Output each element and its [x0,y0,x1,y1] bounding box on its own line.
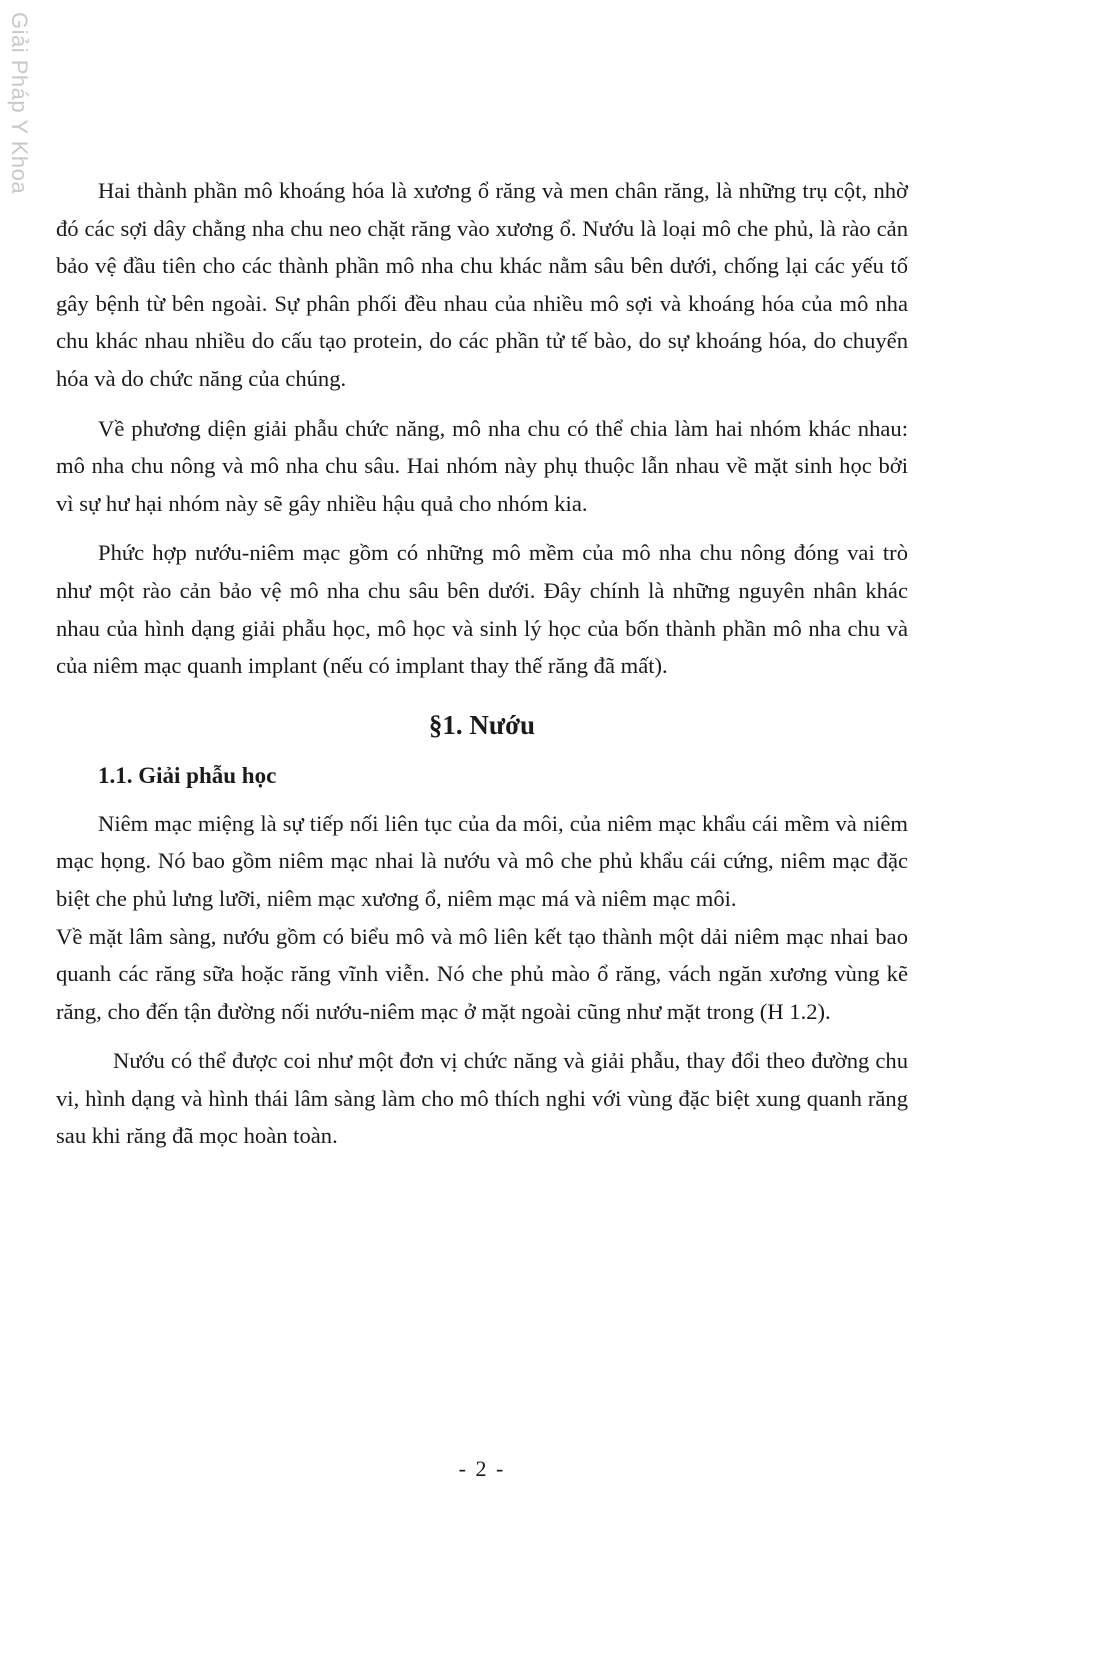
subsection-title: 1.1. Giải phẫu học [98,762,277,788]
watermark-text: Giải Pháp Y Khoa [7,12,32,195]
page-body [56,172,908,1155]
section-title: §1. Nướu [428,709,536,740]
paragraph-3: Phức hợp nướu-niêm mạc gồm có những mô mềm của mô nha chu nông đóng vai trò như một rào cản bảo vệ mô nha chu sâu bên dưới. Đây chính là những nguyên nhân khác nhau của hình dạng giải phẫu học, mô học và sinh lý học của bốn thành phần mô nha chu và của niêm mạc quanh implant (nếu có implant thay thế răng đã mất). [56,540,908,679]
paragraph-5: Về mặt lâm sàng, nướu gồm có biểu mô và mô liên kết tạo thành một dải niêm mạc nhai bao quanh các răng sữa hoặc răng vĩnh viễn. Nó che phủ mào ổ răng, vách ngăn xương vùng kẽ răng, cho đến tận đường nối nướu-niêm mạc ở mặt ngoài cũng như mặt trong (H 1.2). [56,923,908,1024]
paragraph-6: Nướu có thể được coi như một đơn vị chức năng và giải phẫu, thay đổi theo đường chu vi, hình dạng và hình thái lâm sàng làm cho mô thích nghi với vùng đặc biệt xung quanh răng sau khi răng đã mọc hoàn toàn. [56,1048,908,1149]
paragraph-4: Niêm mạc miệng là sự tiếp nối liên tục của da môi, của niêm mạc khẩu cái mềm và niêm mạc họng. Nó bao gồm niêm mạc nhai là nướu và mô che phủ khẩu cái cứng, niêm mạc đặc biệt che phủ lưng lưỡi, niêm mạc xương ổ, niêm mạc má và niêm mạc môi. [56,810,908,911]
page-number: - 2 - [458,1456,506,1481]
paragraph-1: Hai thành phần mô khoáng hóa là xương ổ răng và men chân răng, là những trụ cột, nhờ đó các sợi dây chằng nha chu neo chặt răng vào xương ổ. Nướu là loại mô che phủ, là rào cản bảo vệ đầu tiên cho các thành phần mô nha chu khác nằm sâu bên dưới, chống lại các yếu tố gây bệnh từ bên ngoài. Sự phân phối đều nhau của nhiều mô sợi và khoáng hóa của mô nha chu khác nhau nhiều do cấu tạo protein, do các phần tử tế bào, do sự khoáng hóa, do chuyển hóa và do chức năng của chúng. [56,178,908,391]
paragraph-2: Về phương diện giải phẫu chức năng, mô nha chu có thể chia làm hai nhóm khác nhau: mô nha chu nông và mô nha chu sâu. Hai nhóm này phụ thuộc lẫn nhau về mặt sinh học bởi vì sự hư hại nhóm này sẽ gây nhiều hậu quả cho nhóm kia. [56,415,908,516]
